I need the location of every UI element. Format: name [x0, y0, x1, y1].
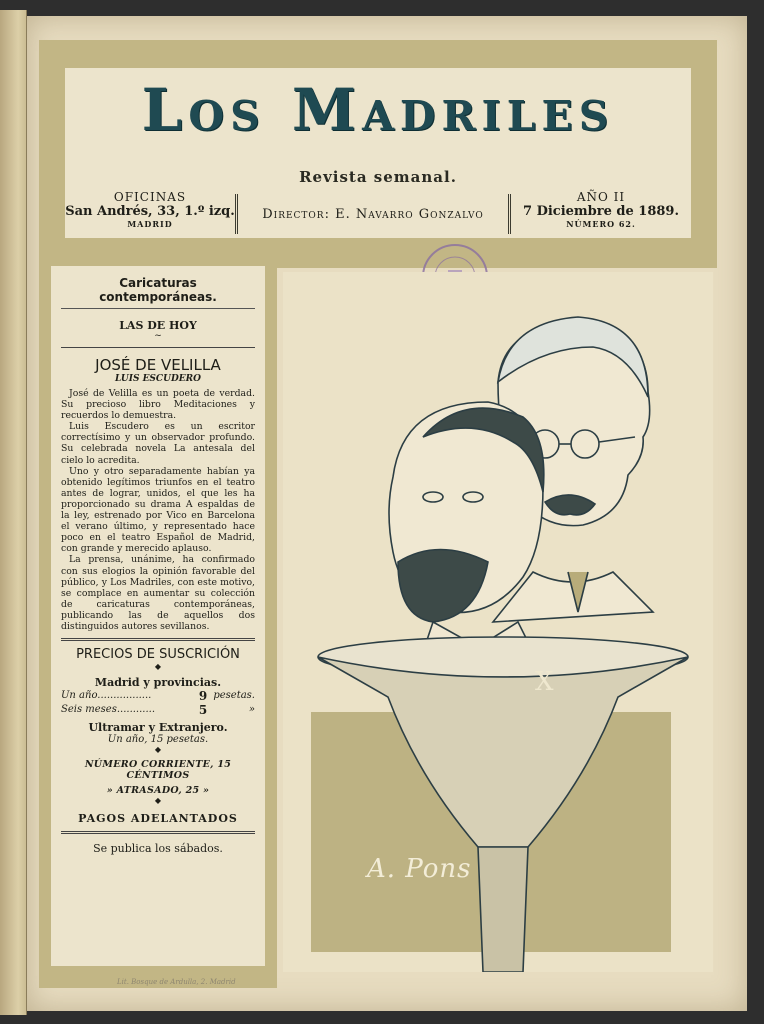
- issue-block: [511, 190, 691, 238]
- masthead-title: Los Madriles: [141, 76, 615, 144]
- prices-title: PRECIOS DE SUSCRICIÓN: [76, 647, 240, 663]
- paragraph: La prensa, unánime, ha confirmado con sus elogios la opinión favorable del público, y Los Madriles, con este motivo, se complace en aumentar su colección de caricaturas contemporáneas, publicando las de aquellos dos distinguidos autores sevillanos.: [61, 554, 255, 632]
- madrid-prices-title: Madrid y provincias.: [94, 676, 222, 690]
- kicker: LAS DE HOY: [119, 319, 197, 332]
- caricature-illustration: [283, 272, 713, 972]
- director-line: Director: E. Navarro Gonzalvo: [262, 206, 484, 222]
- offices-city: MADRID: [127, 219, 173, 229]
- current-issue-price: NÚMERO CORRIENTE, 15 CÉNTIMOS: [84, 759, 232, 782]
- offices-label: OFICINAS: [113, 190, 187, 204]
- magazine-cover: [27, 16, 747, 1011]
- price-value: 5: [198, 703, 208, 718]
- printer-credit: Lit. Bosque de Ardulla, 2. Madrid: [117, 978, 236, 986]
- payment-note: PAGOS ADELANTADOS: [78, 812, 238, 826]
- masthead-subtitle: Revista semanal.: [299, 168, 457, 186]
- article-body: [61, 388, 255, 632]
- director-block: [235, 194, 511, 234]
- price-row-year: [61, 689, 255, 703]
- subject-name: JOSÉ DE VELILLA: [95, 356, 221, 374]
- caricature-drawing: [283, 272, 713, 972]
- price-unit: pesetas.: [213, 690, 255, 702]
- abroad-prices-title: Ultramar y Extranjero.: [88, 721, 228, 735]
- section-title: Caricaturas contemporáneas.: [61, 276, 255, 309]
- divider: [61, 831, 255, 834]
- funnel-mark: X: [535, 667, 554, 697]
- sidebar: [51, 266, 265, 966]
- diamond-ornament: ◆: [154, 745, 162, 755]
- price-label: Un año.................: [61, 690, 152, 702]
- artist-signature: A. Pons: [367, 854, 472, 884]
- price-unit: »: [248, 704, 255, 716]
- header-info-row: [65, 190, 691, 238]
- issue-date: 7 Diciembre de 1889.: [523, 204, 679, 219]
- funnel: [318, 637, 688, 972]
- price-label: Seis meses............: [61, 704, 156, 716]
- back-issue-price: » ATRASADO, 25 »: [106, 785, 210, 797]
- header: [65, 68, 691, 238]
- diamond-ornament: ◆: [154, 662, 162, 672]
- price-value: 9: [198, 689, 208, 704]
- second-subject-name: LUIS ESCUDERO: [115, 374, 201, 384]
- price-row-six-months: [61, 703, 255, 717]
- offices-block: [65, 190, 235, 238]
- abroad-price: Un año, 15 pesetas.: [107, 734, 209, 746]
- divider: [61, 638, 255, 641]
- divider: [61, 347, 255, 348]
- year-label: AÑO II: [576, 190, 626, 204]
- adjacent-page-edge: [0, 10, 27, 1015]
- issue-number: NÚMERO 62.: [566, 219, 636, 229]
- ornament: ~: [154, 331, 162, 341]
- paragraph: Uno y otro separadamente habían ya obtenido legítimos triunfos en el teatro antes de lograr, unidos, el que les ha proporcionado su drama A espaldas de la ley, estrenado por Vico en Barcelona el verano último, y representado hace poco en el teatro Español de Madrid, con grande y merecido aplauso.: [61, 465, 255, 555]
- offices-address: San Andrés, 33, 1.º izq.: [65, 204, 235, 219]
- paragraph: Luis Escudero es un escritor correctísimo y un observador profundo. Su celebrada novela La antesala del cielo lo acredita.: [61, 421, 255, 466]
- diamond-ornament: ◆: [154, 796, 162, 806]
- paragraph: José de Velilla es un poeta de verdad. Su precioso libro Meditaciones y recuerdos lo demuestra.: [61, 388, 255, 422]
- publication-schedule: Se publica los sábados.: [93, 842, 223, 856]
